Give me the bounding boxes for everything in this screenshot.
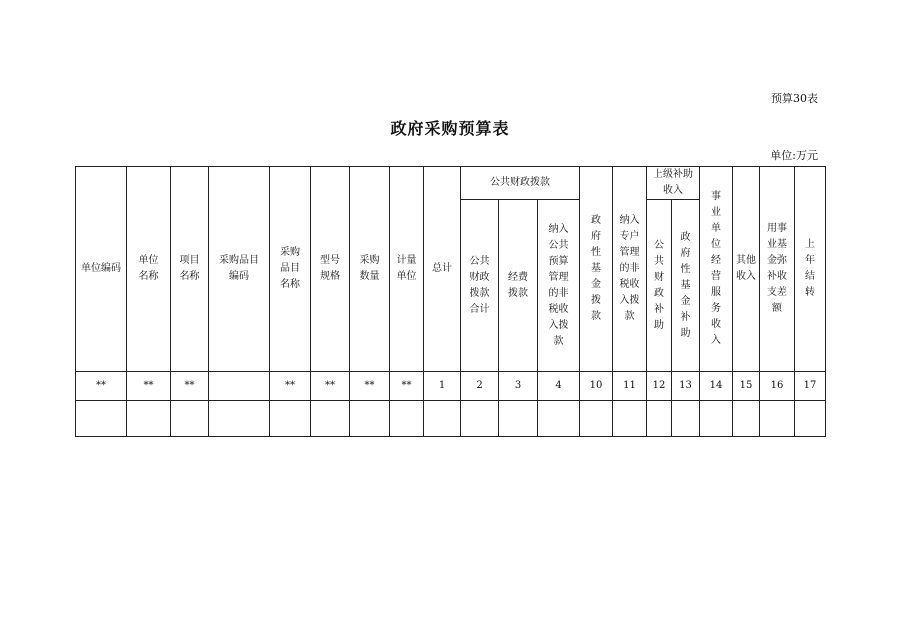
header-business-income: 事业单位经营服务收入 [700, 167, 733, 372]
table-cell [760, 401, 795, 437]
header-unit-name: 单位名称 [127, 167, 171, 372]
table-cell [270, 401, 311, 437]
table-cell [209, 401, 270, 437]
header-nontax-special: 纳入专户管理的非税收入拨款 [613, 167, 647, 372]
header-quantity: 采购数量 [350, 167, 390, 372]
header-item-code: 采购品目编码 [209, 167, 270, 372]
table-cell [127, 401, 171, 437]
header-measure-unit: 计量单位 [390, 167, 424, 372]
header-upper-gov-fund: 政府性基金补助 [672, 200, 700, 372]
header-upper-public-fiscal: 公共财政补助 [647, 200, 672, 372]
header-model-spec: 型号规格 [311, 167, 350, 372]
table-cell: 12 [647, 372, 672, 401]
budget-table [75, 166, 826, 437]
page-title: 政府采购预算表 [390, 119, 510, 138]
table-cell: 1 [424, 372, 461, 401]
table-cell [209, 372, 270, 401]
table-cell [350, 401, 390, 437]
table-cell [580, 401, 613, 437]
header-public-fiscal-group: 公共财政拨款 [461, 167, 580, 200]
table-cell: 15 [733, 372, 760, 401]
table-cell [733, 401, 760, 437]
header-total: 总计 [424, 167, 461, 372]
header-other-income: 其他收入 [733, 167, 760, 372]
header-fund-offset: 用事业基金弥补收支差额 [760, 167, 795, 372]
header-project-name: 项目名称 [171, 167, 209, 372]
table-cell: ** [390, 372, 424, 401]
table-cell: ** [350, 372, 390, 401]
table-row [76, 372, 826, 401]
table-cell: 3 [499, 372, 538, 401]
table-cell [700, 401, 733, 437]
header-upper-subsidy-group: 上级补助收入 [647, 167, 700, 200]
table-cell: 16 [760, 372, 795, 401]
table-cell [390, 401, 424, 437]
table-cell: 14 [700, 372, 733, 401]
table-cell: 10 [580, 372, 613, 401]
table-cell [76, 401, 127, 437]
table-cell [171, 401, 209, 437]
table-cell: 2 [461, 372, 499, 401]
table-cell: 17 [795, 372, 826, 401]
table-cell: ** [127, 372, 171, 401]
table-cell: ** [171, 372, 209, 401]
header-carryover: 上年结转 [795, 167, 826, 372]
header-item-name: 采购品目名称 [270, 167, 311, 372]
table-cell: 13 [672, 372, 700, 401]
table-cell [647, 401, 672, 437]
header-unit-code: 单位编码 [76, 167, 127, 372]
table-cell [424, 401, 461, 437]
table-cell [499, 401, 538, 437]
table-cell [311, 401, 350, 437]
header-public-fiscal-total: 公共财政拨款合计 [461, 200, 499, 372]
table-cell [613, 401, 647, 437]
header-nontax-budget: 纳入公共预算管理的非税收入拨款 [538, 200, 580, 372]
table-cell [461, 401, 499, 437]
header-gov-fund: 政府性基金拨款 [580, 167, 613, 372]
table-cell: ** [311, 372, 350, 401]
form-number: 预算30表 [771, 92, 818, 105]
header-operating-funds: 经费拨款 [499, 200, 538, 372]
table-cell [795, 401, 826, 437]
table-cell: 11 [613, 372, 647, 401]
unit-label: 单位:万元 [770, 149, 818, 162]
table-cell: 4 [538, 372, 580, 401]
table-cell [538, 401, 580, 437]
table-cell: ** [76, 372, 127, 401]
table-cell [672, 401, 700, 437]
table-row [76, 401, 826, 437]
table-cell: ** [270, 372, 311, 401]
